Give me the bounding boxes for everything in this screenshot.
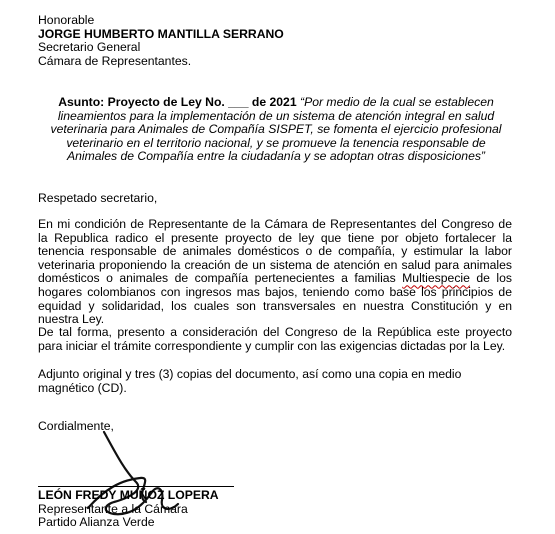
signature-line: [38, 486, 234, 487]
addressee-institution: Cámara de Representantes.: [38, 53, 192, 68]
greeting: Respetado secretario,: [38, 191, 158, 205]
signer-block: [38, 489, 512, 530]
salutation: Honorable: [38, 13, 95, 27]
signer-party: Partido Alianza Verde: [38, 515, 155, 530]
subject-block: [40, 96, 512, 164]
paragraph-1-text-end: de los hogares colombianos con ingresos mas bajos, teniendo como base los principios de equidad y solidaridad, los cuales son transversales en nuestra Constitución y en nuestra Ley.: [38, 271, 513, 327]
signer-name: LEÓN FREDY MUÑOZ LOPERA: [38, 488, 219, 502]
closing: Cordialmente,: [38, 419, 114, 433]
paragraph-1-text: En mi condición de Representante de la Cámara de Representantes del Congreso de la Republica radico el presente proyecto de ley que tiene por objeto fortalecer la tenencia responsable de animales domésticos o de compañía, y estimular la labor veterinaria proponiendo la creación de un sistema de atención en salud para animales domésticos o animales de compañía pertenecientes a familias: [38, 217, 512, 286]
subject-title: “Por medio de la cual se establecen lineamientos para la implementación de un sistema de atención integral en salud veterinaria para Animales de Compañía SISPET, se fomenta el ejercicio profesional veterinario en el territorio nacional, y se promueve la tenencia responsable de Animales de Compañía entre la ciudadanía y se adoptan otras disposiciones”: [50, 95, 502, 164]
signer-role: Representante a la Cámara: [38, 501, 188, 516]
addressee-role: Secretario General: [38, 40, 141, 55]
body-paragraph-2: De tal forma, presento a consideración del Congreso de la República este proyecto para iniciar el trámite correspondiente y cumplir con las exigencias dictadas por la Ley.: [38, 325, 512, 353]
addressee-name: JORGE HUMBERTO MANTILLA SERRANO: [38, 26, 284, 41]
body-paragraph-3: Adjunto original y tres (3) copias del documento, así como una copia en medio magnético (CD).: [38, 367, 462, 395]
flagged-word: Multiespecie: [402, 271, 470, 286]
addressee-block: [38, 14, 512, 68]
subject-label: Asunto: Proyecto de Ley No. ___ de 2021: [58, 95, 297, 109]
body-paragraph-1: [38, 218, 512, 327]
